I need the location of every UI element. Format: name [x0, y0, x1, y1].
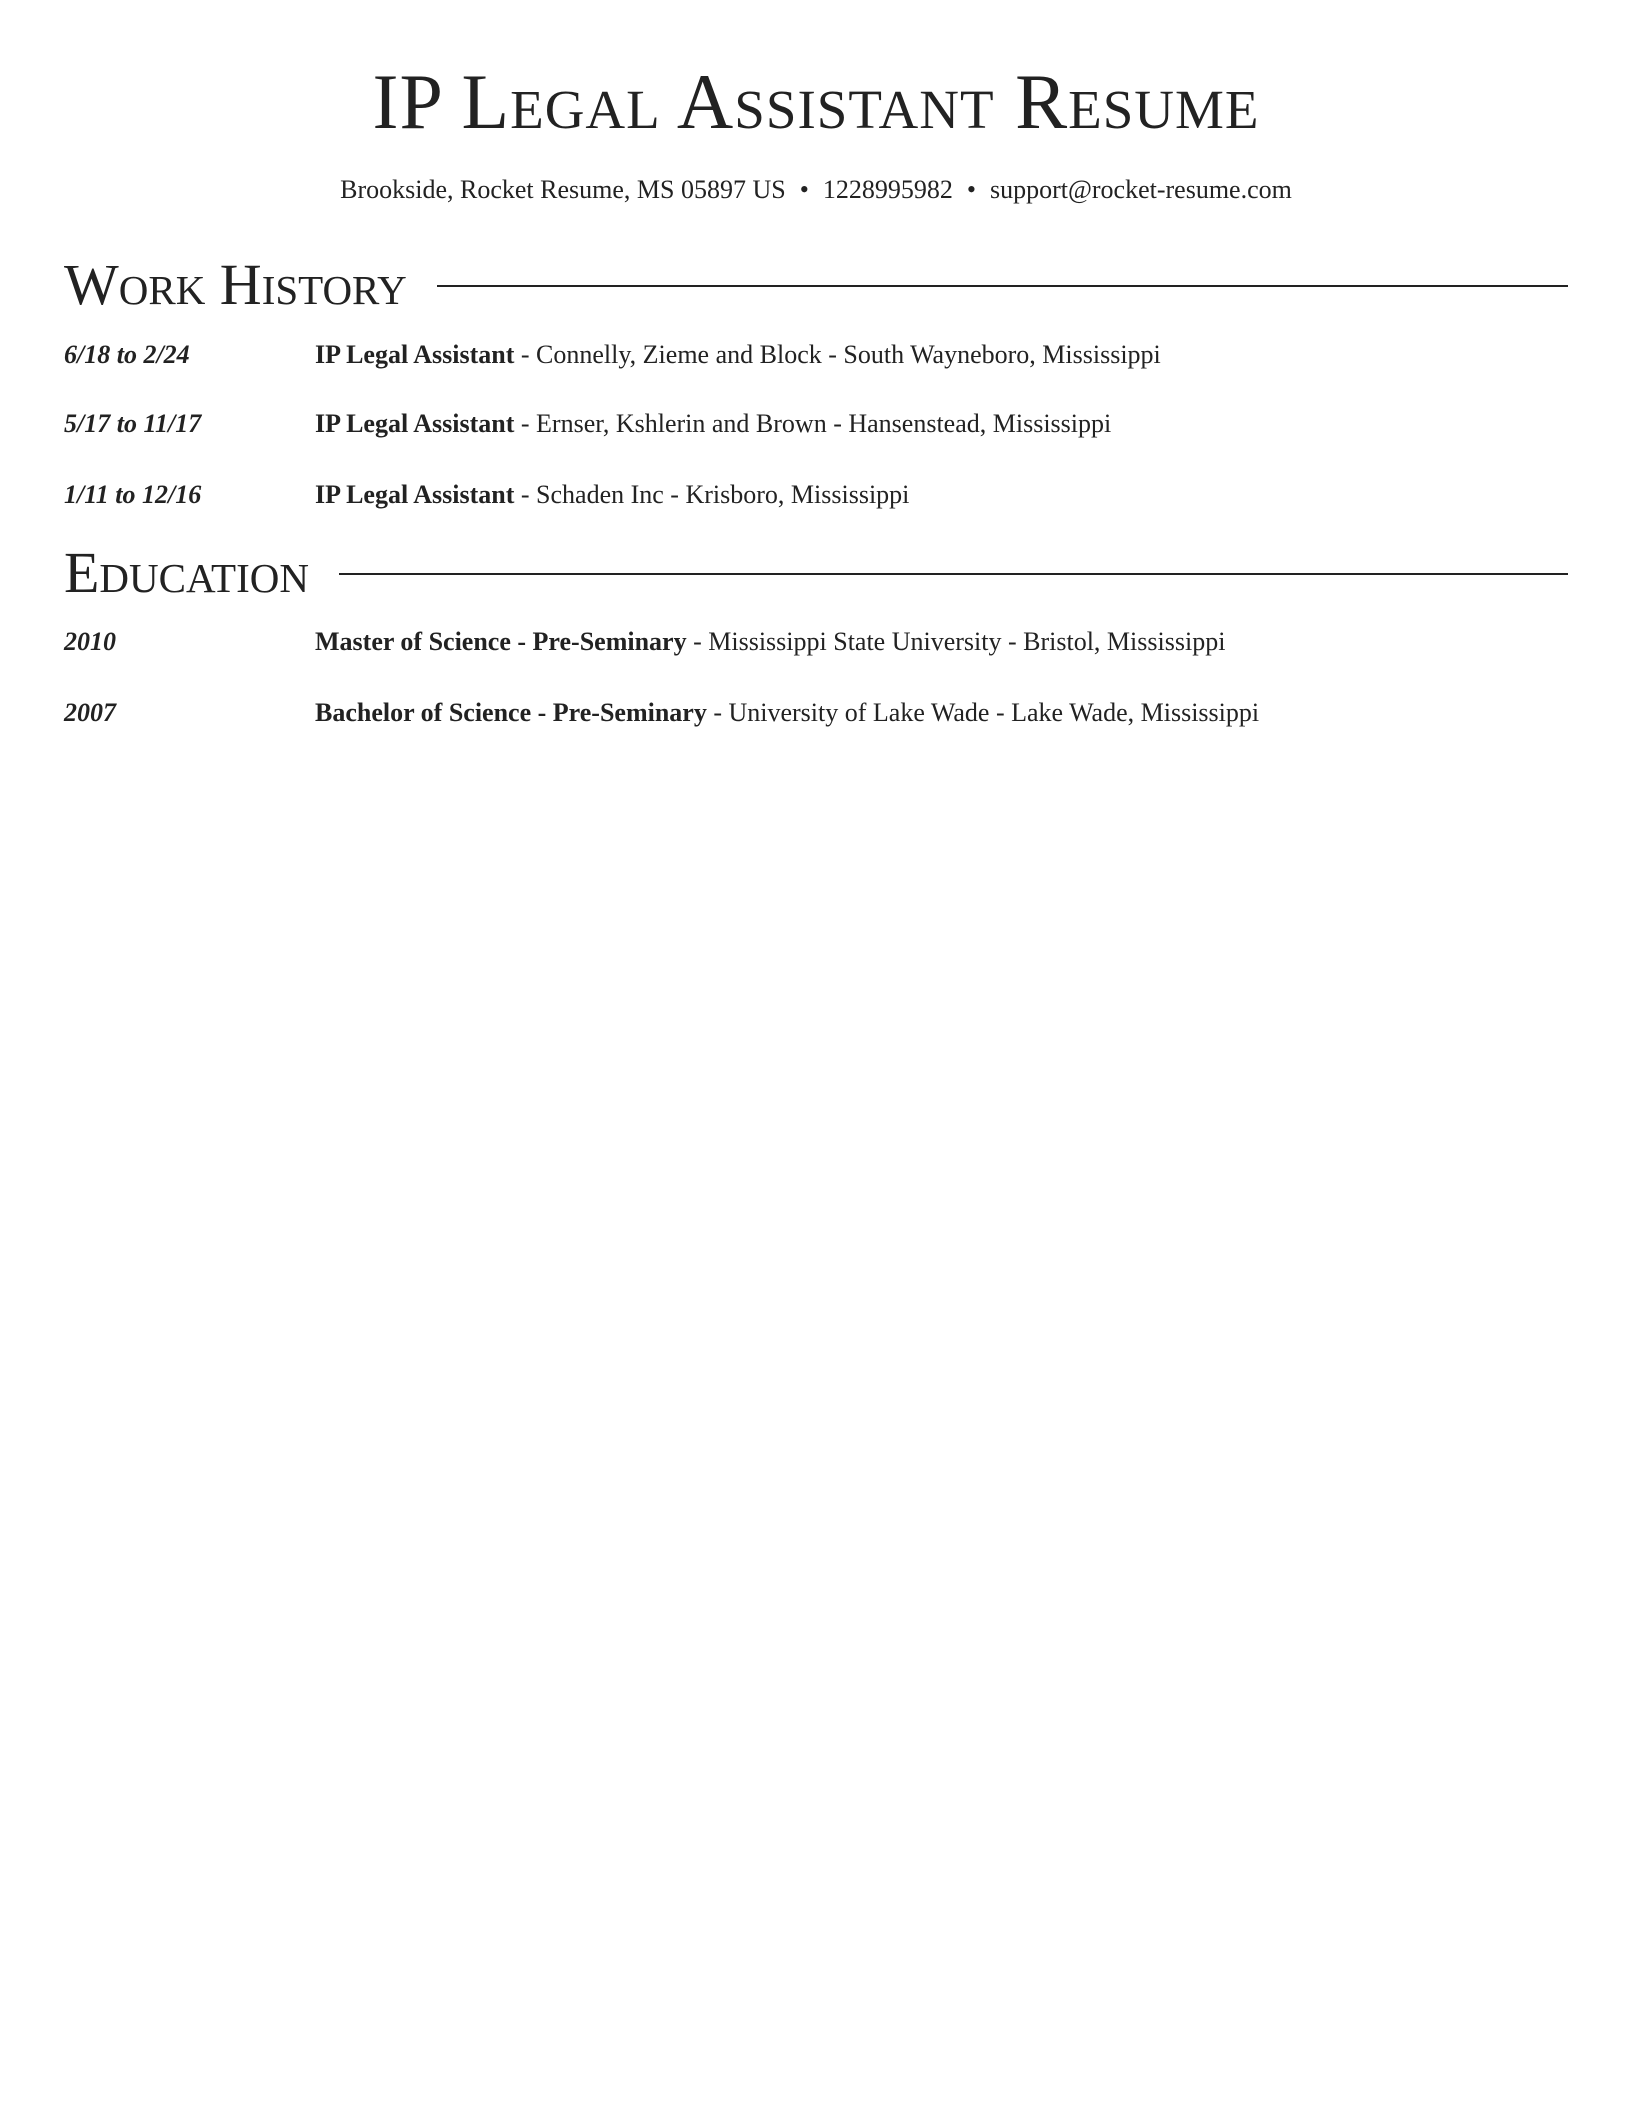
education-entry [64, 624, 1568, 660]
work-entry-dates: 6/18 to 2/24 [64, 340, 190, 369]
education-entry-details: - Mississippi State University - Bristol, Mississippi [686, 627, 1226, 656]
work-history-section [64, 250, 1568, 509]
education-section [64, 538, 1568, 727]
section-title-work-history: Work History [64, 250, 437, 320]
work-entry [64, 477, 1568, 513]
work-entry-body [315, 406, 1111, 442]
education-entry-body [315, 624, 1225, 660]
contact-line [0, 172, 1632, 208]
work-entry [64, 406, 1568, 442]
page-title: IP Legal Assistant Resume [372, 58, 1260, 145]
section-title-education: Education [64, 538, 339, 608]
work-entry-role: IP Legal Assistant [315, 480, 515, 509]
contact-phone: 1228995982 [822, 175, 953, 204]
work-entry-dates: 5/17 to 11/17 [64, 409, 202, 438]
work-entry-role: IP Legal Assistant [315, 340, 515, 369]
work-entry-dates: 1/11 to 12/16 [64, 480, 202, 509]
work-entry-details: - Connelly, Zieme and Block - South Wayneboro, Mississippi [514, 340, 1161, 369]
education-entry-body [315, 695, 1259, 731]
work-entry-body [315, 477, 909, 513]
education-header [64, 538, 1568, 608]
contact-separator: • [966, 175, 976, 204]
work-entry-details: - Ernser, Kshlerin and Brown - Hansenstead, Mississippi [514, 409, 1112, 438]
education-entry [64, 695, 1568, 731]
education-entry-year: 2010 [64, 627, 116, 656]
education-entry-year: 2007 [64, 698, 116, 727]
contact-separator: • [799, 175, 809, 204]
section-divider [434, 285, 1568, 287]
work-history-header [64, 250, 1568, 320]
education-entry-degree: Bachelor of Science - Pre-Seminary [315, 698, 707, 727]
work-entry-details: - Schaden Inc - Krisboro, Mississippi [514, 480, 910, 509]
contact-address: Brookside, Rocket Resume, MS 05897 US [340, 175, 786, 204]
work-entry-body [315, 337, 1161, 373]
work-entry [64, 337, 1568, 373]
section-divider [338, 573, 1568, 575]
contact-email: support@rocket-resume.com [989, 175, 1292, 204]
education-entry-details: - University of Lake Wade - Lake Wade, Mississippi [706, 698, 1260, 727]
education-entry-degree: Master of Science - Pre-Seminary [315, 627, 687, 656]
work-entry-role: IP Legal Assistant [315, 409, 515, 438]
